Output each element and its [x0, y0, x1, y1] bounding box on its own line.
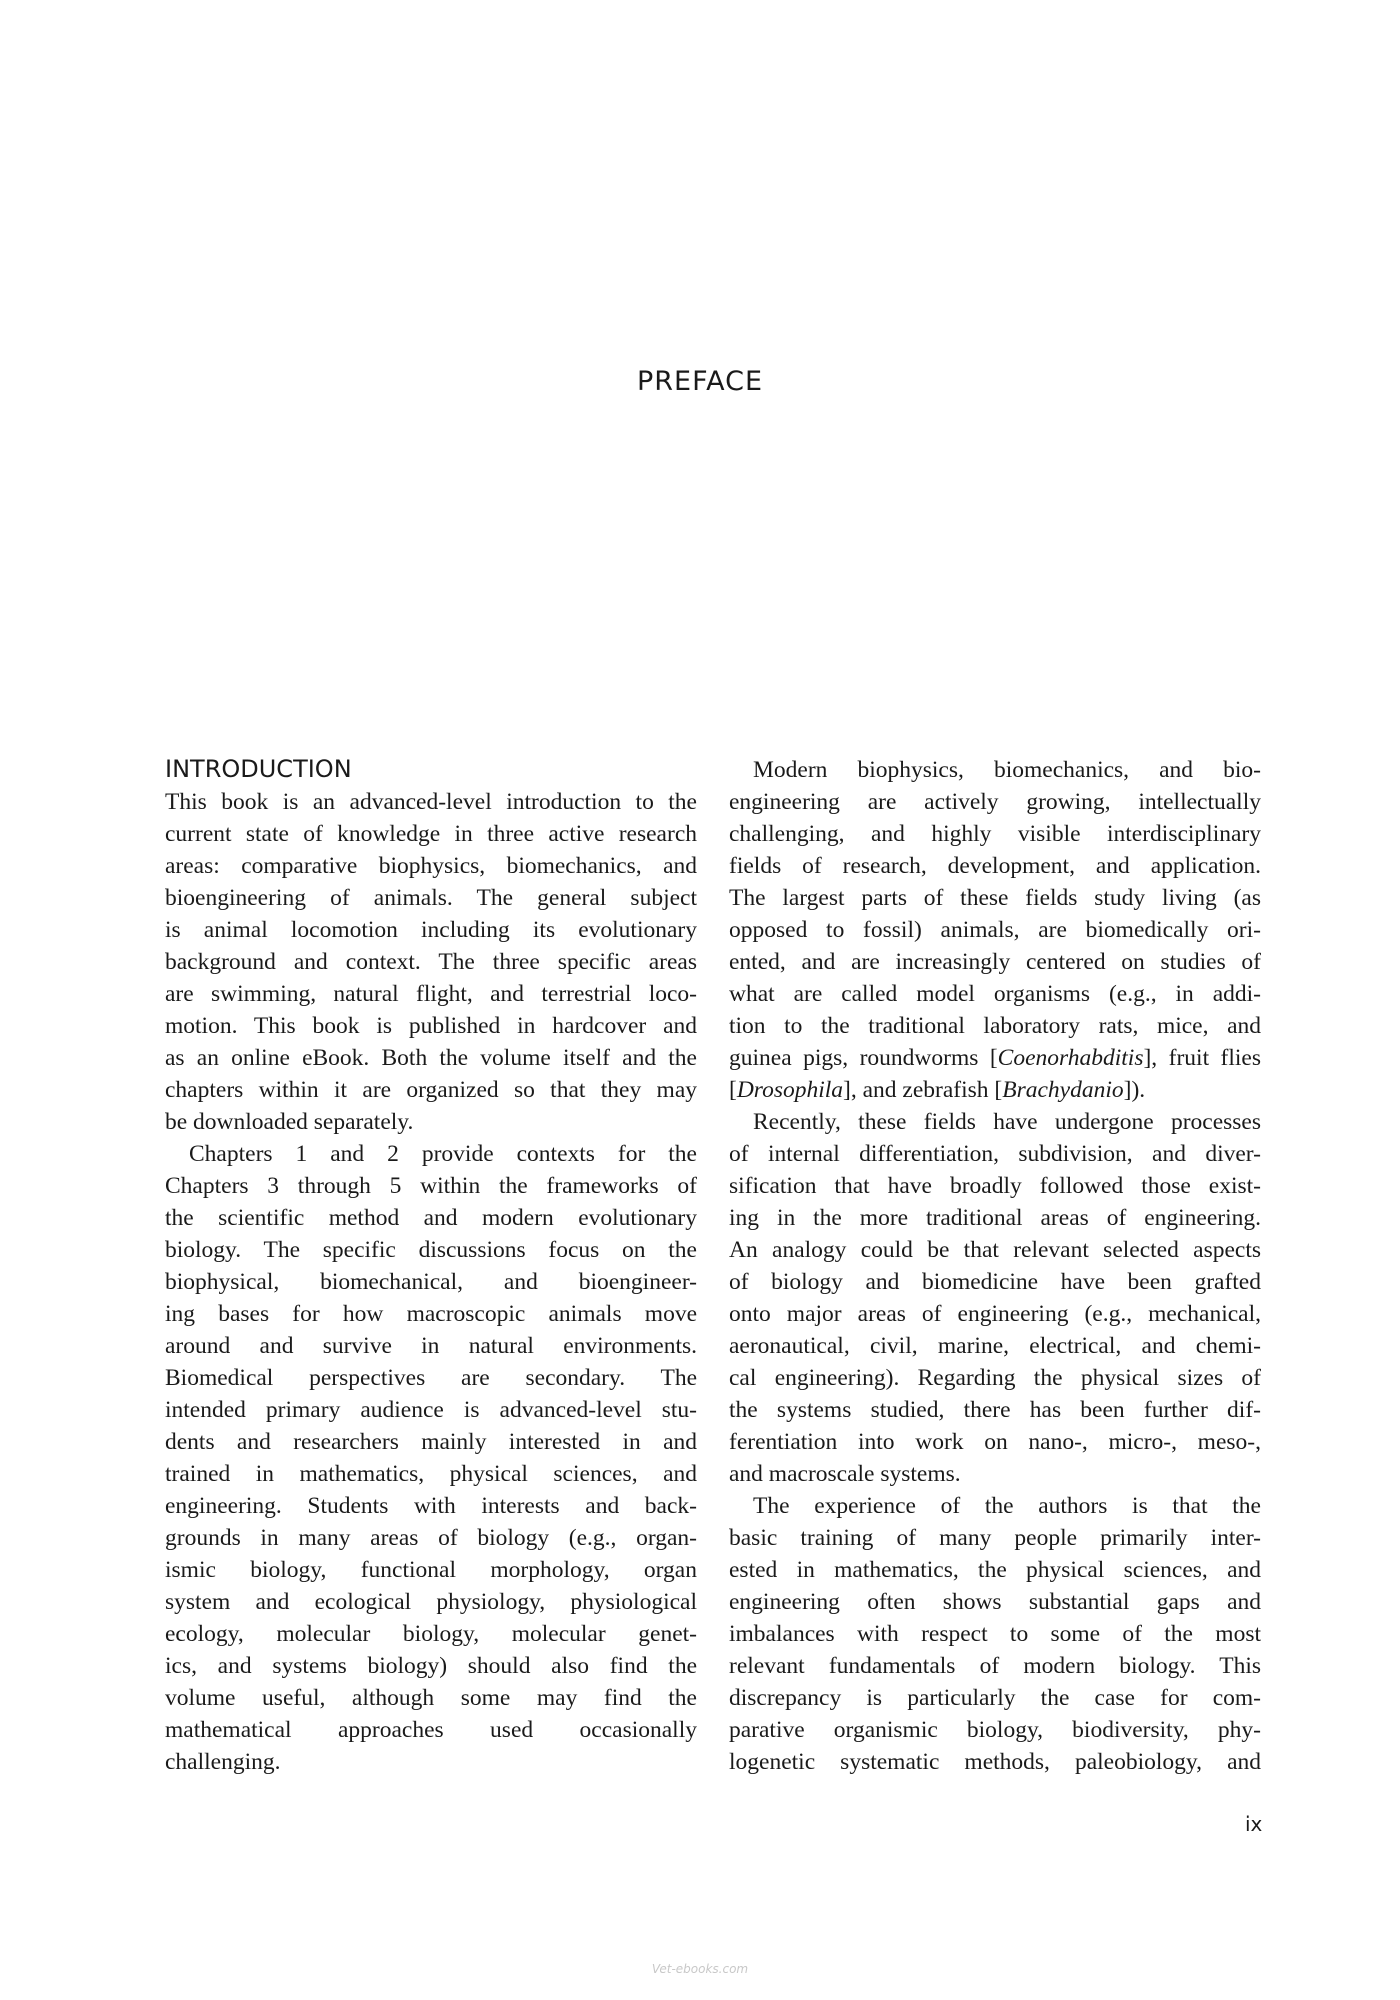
- paragraph: [729, 1490, 1261, 1778]
- text-line: is animal locomotion including its evolutionary: [165, 917, 697, 943]
- text-line: An analogy could be that relevant selected aspects: [729, 1237, 1261, 1263]
- text-line: fields of research, development, and application.: [729, 853, 1261, 879]
- text-line: engineering. Students with interests and back-: [165, 1493, 697, 1519]
- text-line: the systems studied, there has been further dif-: [729, 1397, 1261, 1423]
- text-line: cal engineering). Regarding the physical sizes of: [729, 1365, 1261, 1391]
- text-line: The experience of the authors is that the: [753, 1493, 1261, 1519]
- text-line: Recently, these fields have undergone processes: [753, 1109, 1261, 1135]
- right-paragraphs: [729, 754, 1261, 1778]
- text-line: imbalances with respect to some of the most: [729, 1621, 1261, 1647]
- text-line: challenging, and highly visible interdisciplinary: [729, 821, 1261, 847]
- text-line: aeronautical, civil, marine, electrical, and chemi-: [729, 1333, 1261, 1359]
- text-line: relevant fundamentals of modern biology. This: [729, 1653, 1261, 1679]
- text-line: mathematical approaches used occasionally: [165, 1717, 697, 1743]
- text-line: chapters within it are organized so that they may: [165, 1077, 697, 1103]
- text-line: ferentiation into work on nano-, micro-, meso-,: [729, 1429, 1261, 1455]
- text-line: dents and researchers mainly interested in and: [165, 1429, 697, 1455]
- text-line: trained in mathematics, physical sciences, and: [165, 1461, 697, 1487]
- text-line: Modern biophysics, biomechanics, and bio-: [753, 757, 1261, 783]
- text-line: engineering often shows substantial gaps and: [729, 1589, 1261, 1615]
- text-line: bioengineering of animals. The general subject: [165, 885, 697, 911]
- text-line: of internal differentiation, subdivision, and diver-: [729, 1141, 1261, 1167]
- text-line: and macroscale systems.: [729, 1461, 961, 1487]
- text-line: ested in mathematics, the physical sciences, and: [729, 1557, 1261, 1583]
- text-line: be downloaded separately.: [165, 1109, 414, 1135]
- text-line: challenging.: [165, 1749, 281, 1775]
- watermark-text: Vet-ebooks.com: [651, 1962, 749, 1976]
- text-line: intended primary audience is advanced-level stu-: [165, 1397, 697, 1423]
- text-line: engineering are actively growing, intellectually: [729, 789, 1261, 815]
- text-line: discrepancy is particularly the case for com-: [729, 1685, 1261, 1711]
- text-line: [Drosophila], and zebrafish [Brachydanio]).: [729, 1077, 1146, 1103]
- paragraph: [165, 1138, 697, 1778]
- page-number: ix: [1245, 1812, 1263, 1836]
- text-line: biology. The specific discussions focus on the: [165, 1237, 697, 1263]
- text-line: parative organismic biology, biodiversity, phy-: [729, 1717, 1261, 1743]
- text-line: biophysical, biomechanical, and bioengineer-: [165, 1269, 697, 1295]
- text-line: volume useful, although some may find the: [165, 1685, 697, 1711]
- text-line: areas: comparative biophysics, biomechanics, and: [165, 853, 697, 879]
- text-line: basic training of many people primarily inter-: [729, 1525, 1261, 1551]
- text-line: ing bases for how macroscopic animals move: [165, 1301, 697, 1327]
- text-line: ismic biology, functional morphology, organ: [165, 1557, 697, 1583]
- text-line: opposed to fossil) animals, are biomedically ori-: [729, 917, 1261, 943]
- left-paragraphs: [165, 786, 697, 1778]
- text-line: ing in the more traditional areas of engineering.: [729, 1205, 1261, 1231]
- left-column: [165, 754, 697, 1778]
- text-line: The largest parts of these fields study living (as: [729, 885, 1261, 911]
- text-line: background and context. The three specific areas: [165, 949, 697, 975]
- text-line: of biology and biomedicine have been grafted: [729, 1269, 1261, 1295]
- paragraph: [165, 786, 697, 1138]
- text-line: sification that have broadly followed those exist-: [729, 1173, 1261, 1199]
- section-heading-introduction: INTRODUCTION: [165, 755, 352, 783]
- text-line: as an online eBook. Both the volume itself and the: [165, 1045, 697, 1071]
- text-line: motion. This book is published in hardcover and: [165, 1013, 697, 1039]
- text-line: This book is an advanced-level introduction to the: [165, 789, 697, 815]
- text-line: are swimming, natural flight, and terrestrial loco-: [165, 981, 697, 1007]
- text-line: system and ecological physiology, physiological: [165, 1589, 697, 1615]
- page-title: PREFACE: [636, 366, 764, 397]
- text-line: around and survive in natural environments.: [165, 1333, 697, 1359]
- text-line: onto major areas of engineering (e.g., mechanical,: [729, 1301, 1261, 1327]
- text-line: logenetic systematic methods, paleobiology, and: [729, 1749, 1261, 1775]
- text-line: ecology, molecular biology, molecular genet-: [165, 1621, 697, 1647]
- text-line: Chapters 1 and 2 provide contexts for the: [189, 1141, 697, 1167]
- text-line: current state of knowledge in three active research: [165, 821, 697, 847]
- text-line: ented, and are increasingly centered on studies of: [729, 949, 1261, 975]
- right-column: [729, 754, 1261, 1778]
- text-line: what are called model organisms (e.g., in addi-: [729, 981, 1261, 1007]
- text-line: tion to the traditional laboratory rats, mice, and: [729, 1013, 1261, 1039]
- text-line: grounds in many areas of biology (e.g., organ-: [165, 1525, 697, 1551]
- text-line: Chapters 3 through 5 within the frameworks of: [165, 1173, 697, 1199]
- text-line: guinea pigs, roundworms [Coenorhabditis], fruit flies: [729, 1045, 1262, 1071]
- text-line: ics, and systems biology) should also find the: [165, 1653, 697, 1679]
- paragraph: [729, 1106, 1261, 1490]
- text-line: the scientific method and modern evolutionary: [165, 1205, 697, 1231]
- text-line: Biomedical perspectives are secondary. The: [165, 1365, 697, 1391]
- paragraph: [729, 754, 1261, 1106]
